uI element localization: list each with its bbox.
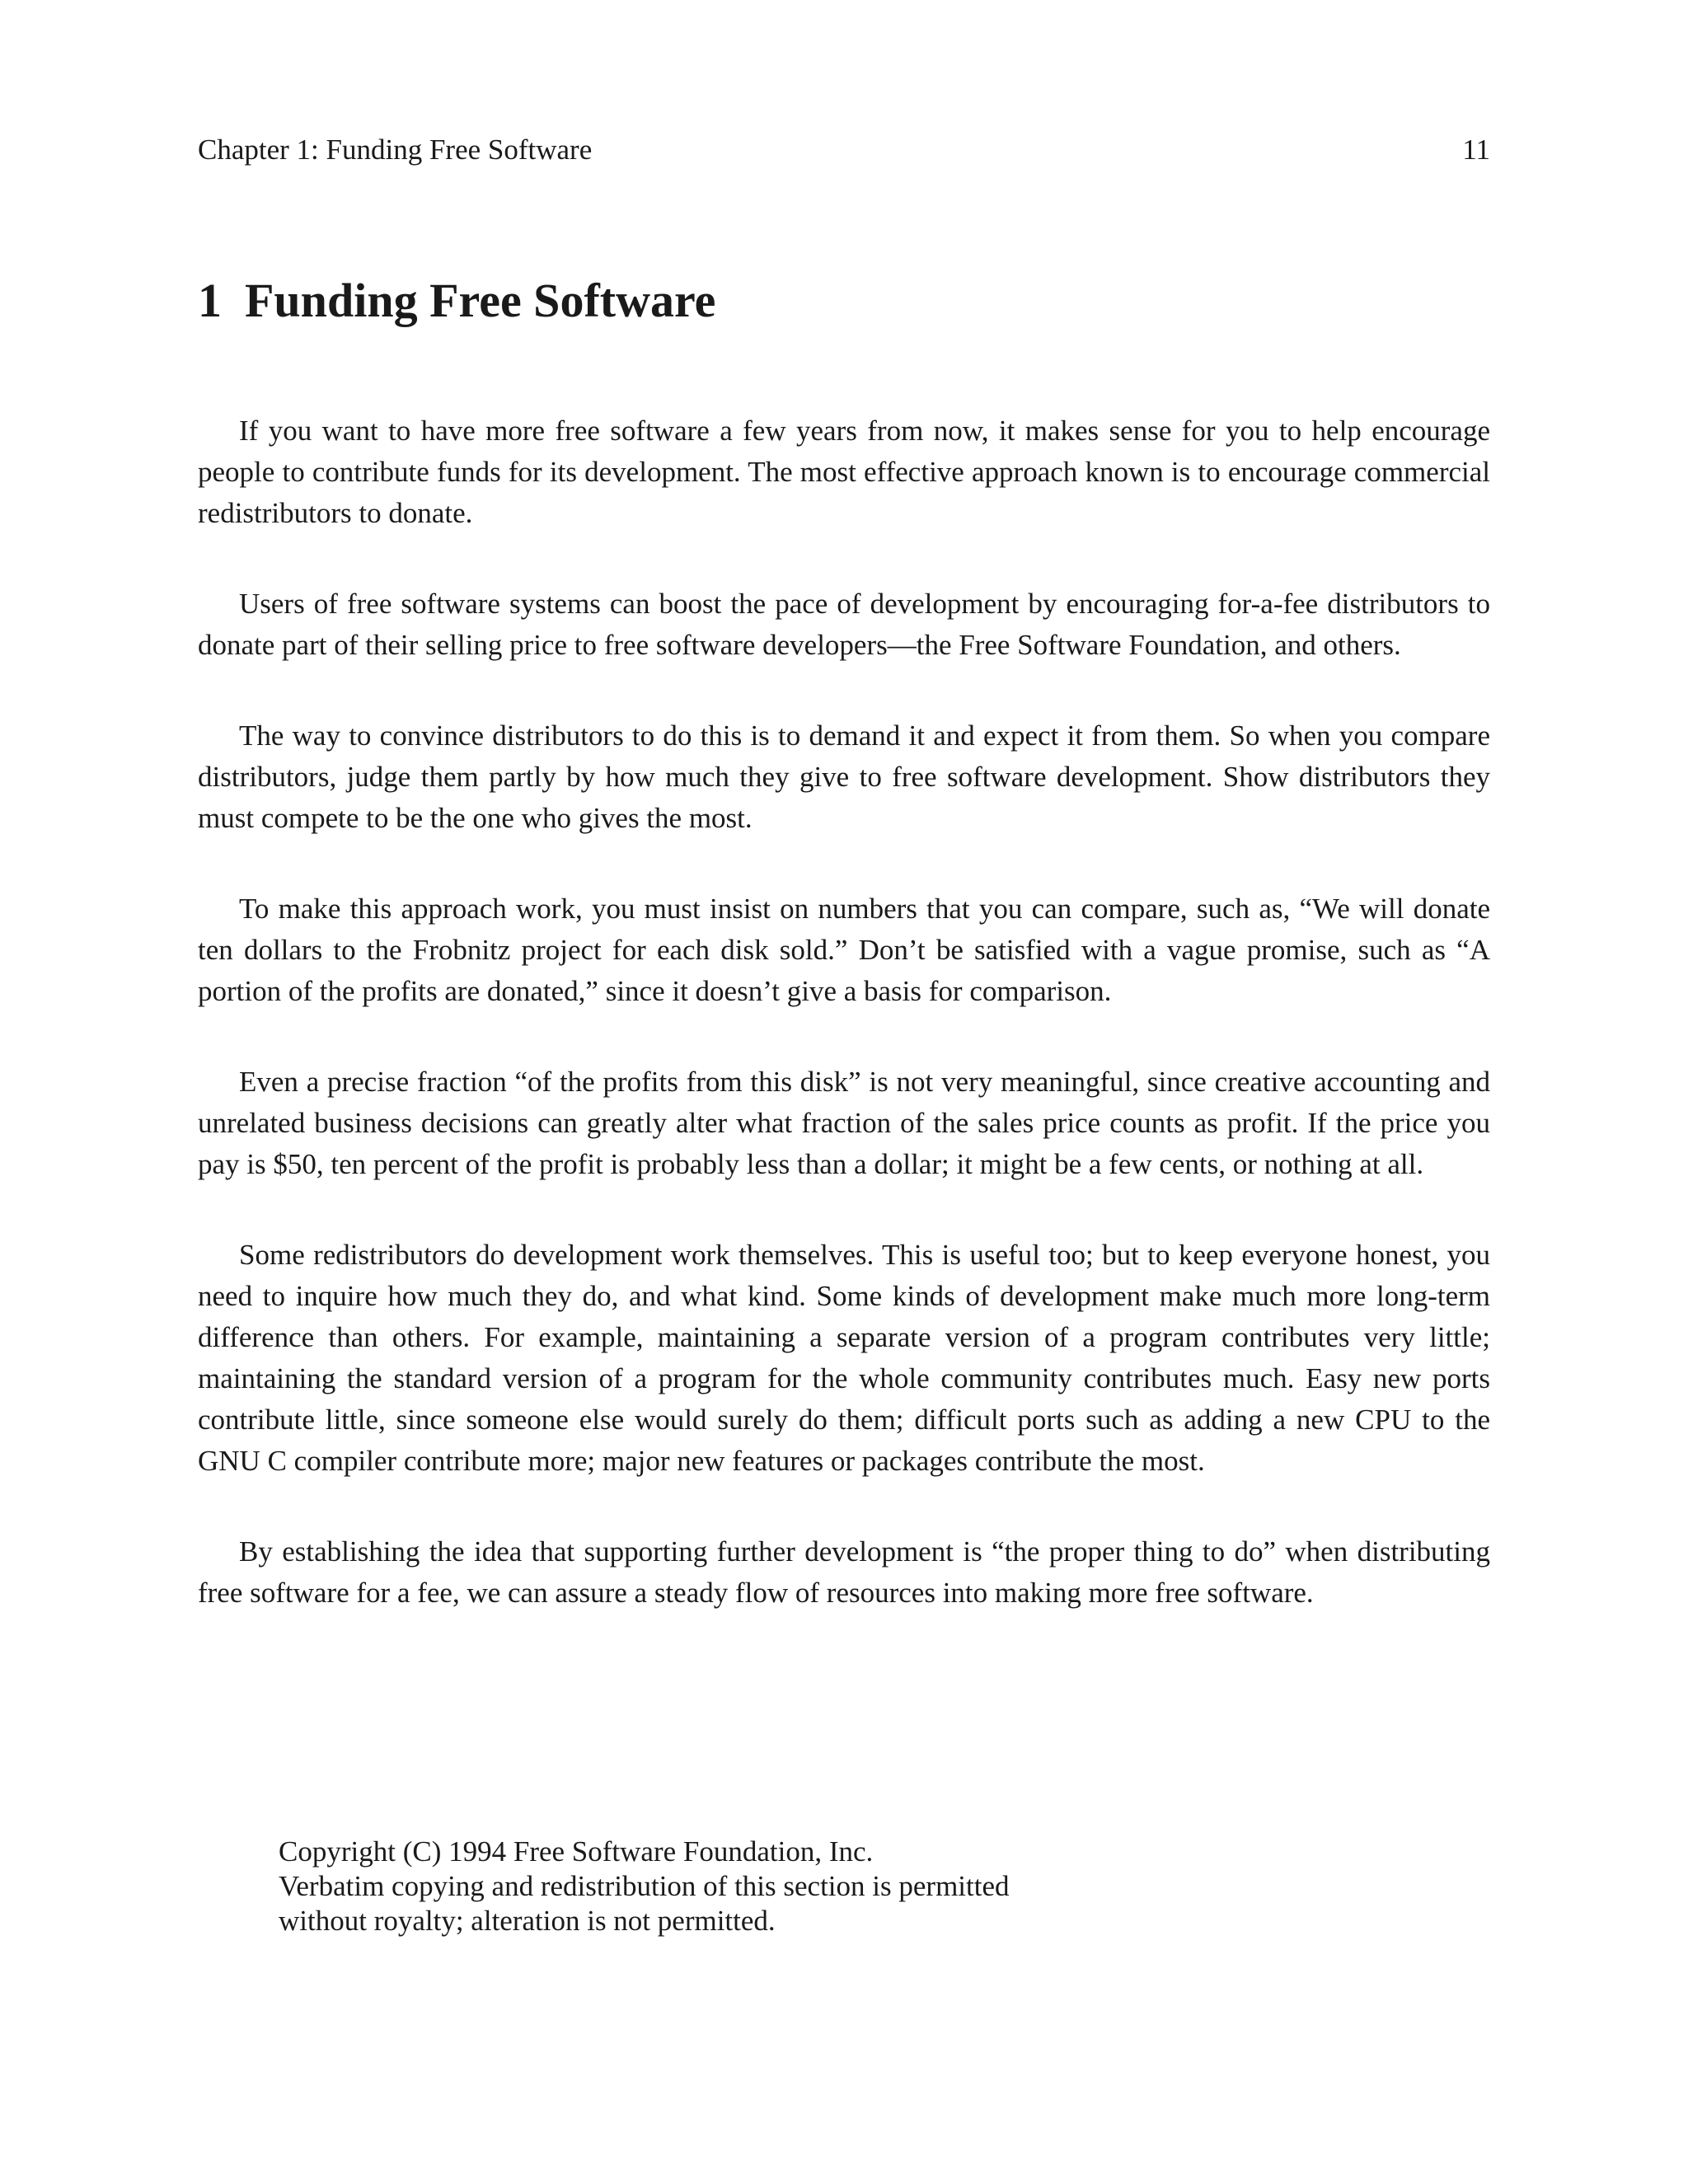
chapter-number: 1 xyxy=(198,274,222,327)
chapter-body xyxy=(198,410,1490,1663)
paragraph: By establishing the idea that supporting further development is “the proper thing to do” when distributing free software for a fee, we can assure a steady flow of resources into making more free software. xyxy=(198,1535,1490,1609)
copyright-line: without royalty; alteration is not permitted. xyxy=(279,1905,776,1937)
paragraph: If you want to have more free software a few years from now, it makes sense for you to help encourage people to contribute funds for its development. The most effective approach known is to encourage commercial redistributors to donate. xyxy=(198,415,1490,529)
paragraph: Users of free software systems can boost the pace of development by encouraging for-a-fee distributors to donate part of their selling price to free software developers—the Free Software Foundation, and others. xyxy=(198,588,1490,661)
page-number: 11 xyxy=(1462,134,1490,166)
paragraph: Some redistributors do development work themselves. This is useful too; but to keep everyone honest, you need to inquire how much they do, and what kind. Some kinds of development make much more long-term difference than others. For example, maintaining a separate version of a program contributes very little; maintaining the standard version of a program for the whole community contributes much. Easy new ports contribute little, since someone else would surely do them; difficult ports such as adding a new CPU to the GNU C compiler contribute more; major new features or packages contribute the most. xyxy=(198,1239,1490,1477)
chapter-title: Funding Free Software xyxy=(245,274,716,327)
copyright-line: Copyright (C) 1994 Free Software Foundation, Inc. xyxy=(279,1835,874,1868)
copyright-notice xyxy=(279,1835,1010,1938)
chapter-heading xyxy=(198,272,715,330)
paragraph: The way to convince distributors to do this is to demand it and expect it from them. So when you compare distributors, judge them partly by how much they give to free software development. Show distributors they must compete to be the one who gives the most. xyxy=(198,719,1490,834)
running-header-chapter-title: Chapter 1: Funding Free Software xyxy=(198,134,593,166)
paragraph: To make this approach work, you must insist on numbers that you can compare, such as, “We will donate ten dollars to the Frobnitz project for each disk sold.” Don’t be satisfied with a vague promise, such as “A portion of the profits are donated,” since it doesn’t give a basis for comparison. xyxy=(198,893,1490,1007)
copyright-line: Verbatim copying and redistribution of this section is permitted xyxy=(279,1870,1010,1902)
paragraph: Even a precise fraction “of the profits from this disk” is not very meaningful, since creative accounting and unrelated business decisions can greatly alter what fraction of the sales price counts as profit. If the price you pay is $50, ten percent of the profit is probably less than a dollar; it might be a few cents, or nothing at all. xyxy=(198,1066,1490,1180)
